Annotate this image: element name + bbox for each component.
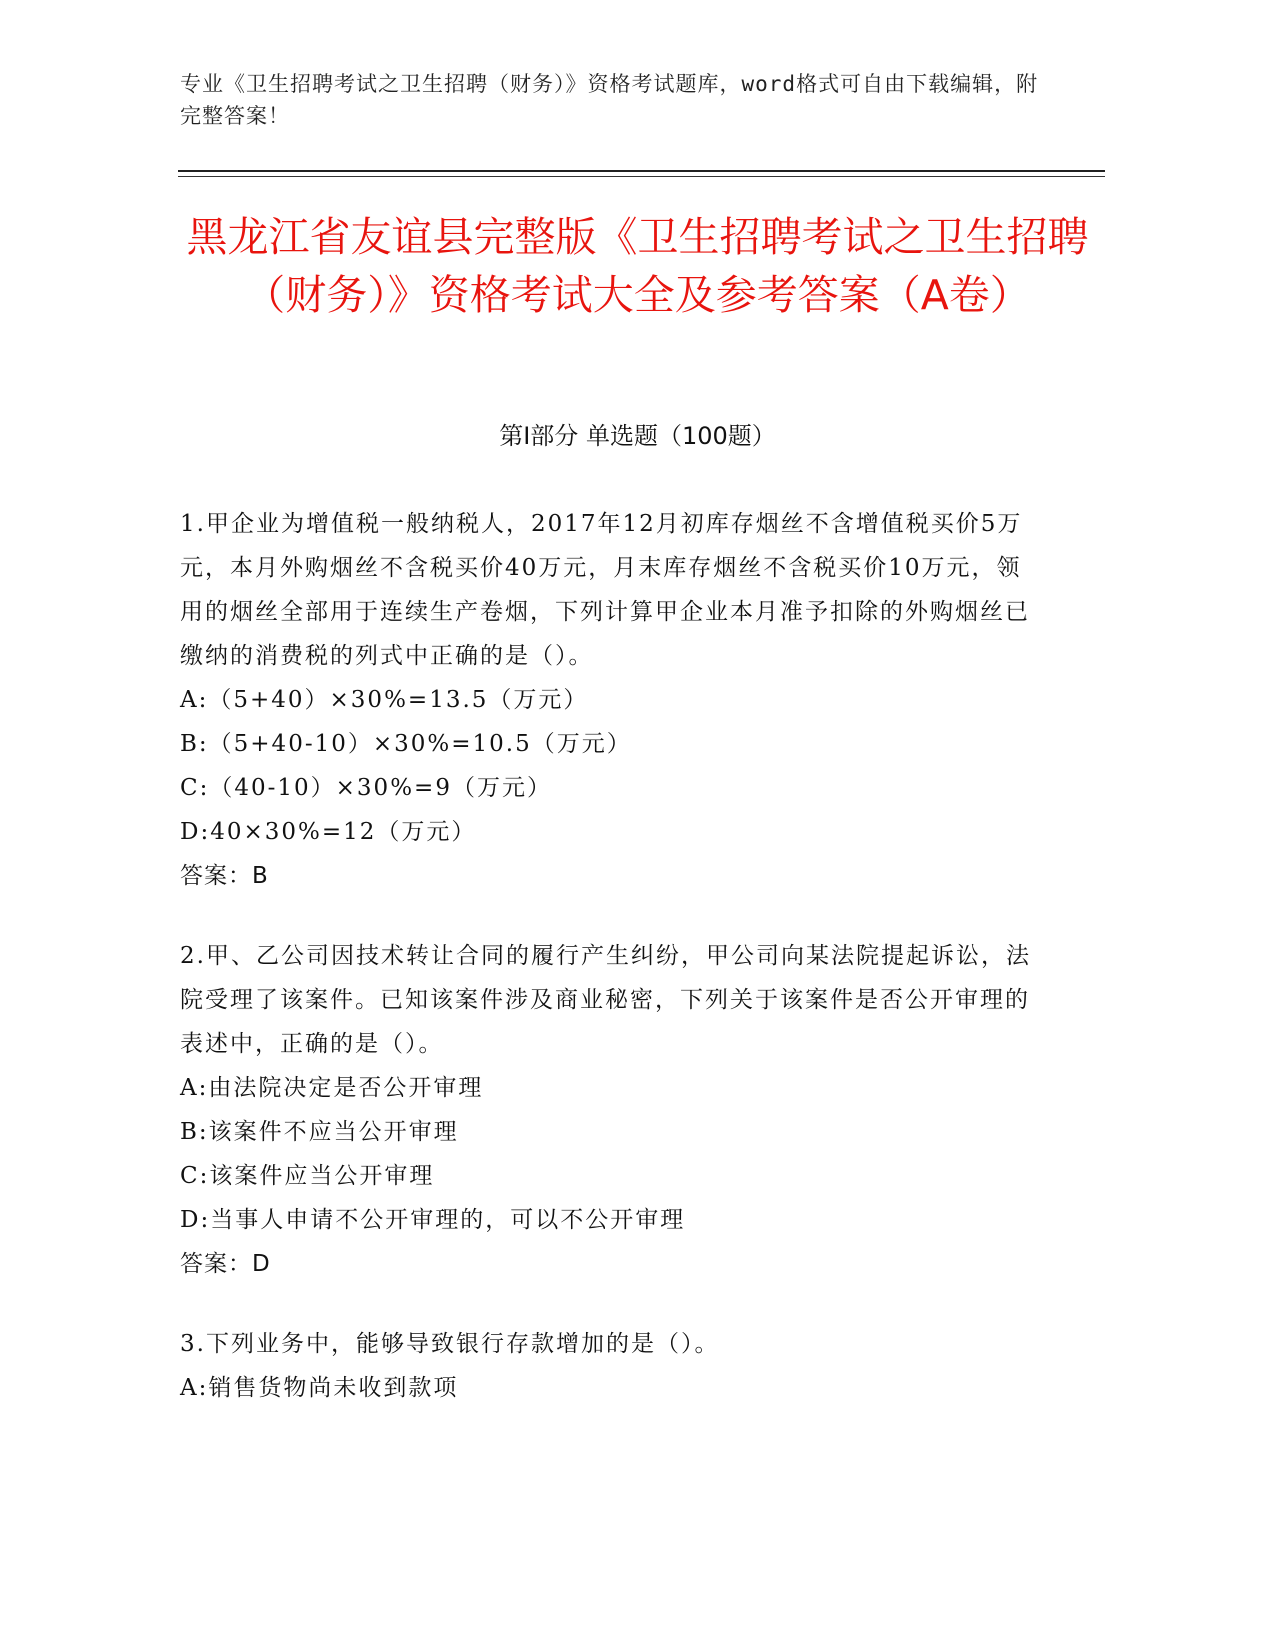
question-3 xyxy=(180,1322,1040,1410)
question-2 xyxy=(180,934,1040,1286)
option-a: A:由法院决定是否公开审理 xyxy=(180,1075,484,1101)
option-a: A:销售货物尚未收到款项 xyxy=(180,1375,459,1401)
question-stem: 3.下列业务中，能够导致银行存款增加的是（）。 xyxy=(180,1331,720,1357)
answer: 答案：D xyxy=(180,1251,271,1277)
option-b: B:该案件不应当公开审理 xyxy=(180,1119,459,1145)
option-a: A:（5+40）×30%=13.5（万元） xyxy=(180,687,589,713)
header-divider-thin xyxy=(178,176,1105,177)
question-list xyxy=(180,502,1040,1446)
document-title: 黑龙江省友谊县完整版《卫生招聘考试之卫生招聘（财务）》资格考试大全及参考答案（A卷） xyxy=(186,213,1089,319)
answer: 答案：B xyxy=(180,863,269,889)
question-stem: 1.甲企业为增值税一般纳税人，2017年12月初库存烟丝不含增值税买价5万元，本月外购烟丝不含税买价40万元，月末库存烟丝不含税买价10万元，领用的烟丝全部用于连续生产卷烟，下列计算甲企业本月准予扣除的外购烟丝已缴纳的消费税的列式中正确的是（）。 xyxy=(180,511,1030,669)
option-c: C:该案件应当公开审理 xyxy=(180,1163,435,1189)
header-note: 专业《卫生招聘考试之卫生招聘（财务）》资格考试题库，word格式可自由下载编辑，附完整答案！ xyxy=(180,72,1039,128)
header-divider-thick xyxy=(178,170,1105,172)
question-1 xyxy=(180,502,1040,898)
option-b: B:（5+40-10）×30%=10.5（万元） xyxy=(180,731,632,757)
question-stem: 2.甲、乙公司因技术转让合同的履行产生纠纷，甲公司向某法院提起诉讼，法院受理了该案件。已知该案件涉及商业秘密，下列关于该案件是否公开审理的表述中，正确的是（）。 xyxy=(180,943,1031,1057)
option-d: D:当事人申请不公开审理的，可以不公开审理 xyxy=(180,1207,686,1233)
option-c: C:（40-10）×30%=9（万元） xyxy=(180,775,552,801)
option-d: D:40×30%=12（万元） xyxy=(180,819,477,845)
section-heading: 第I部分 单选题（100题） xyxy=(499,422,776,450)
